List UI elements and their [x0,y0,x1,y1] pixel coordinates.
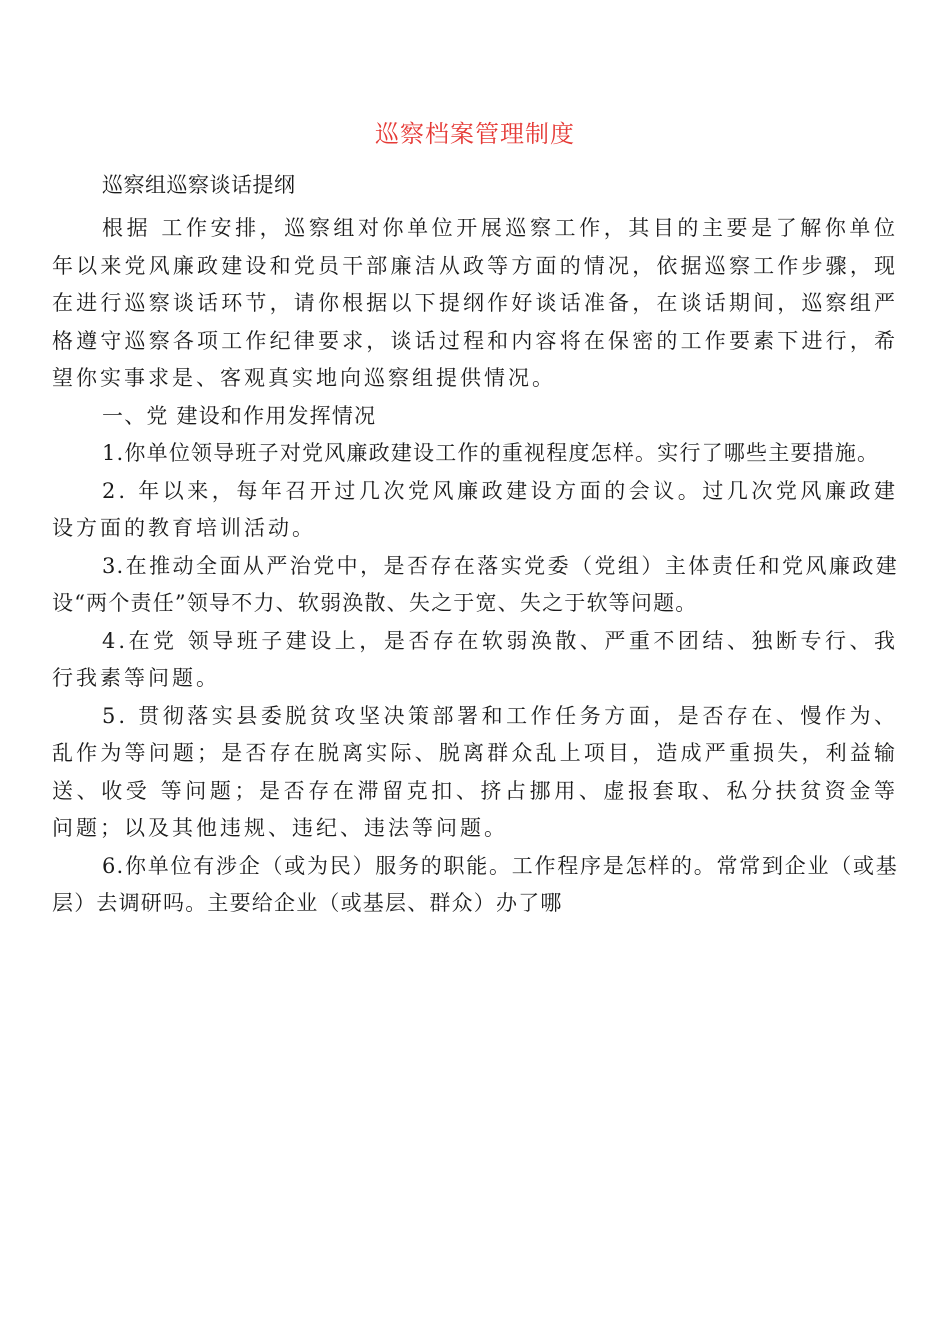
document-subtitle: 巡察组巡察谈话提纲 [102,173,296,197]
intro-paragraph: 根据 工作安排，巡察组对你单位开展巡察工作，其目的主要是了解你单位 年以来党风廉政建设和党员干部廉洁从政等方面的情况，依据巡察工作步骤，现在进行巡察谈话环节，请你根据以下提纲作好谈话准备，在谈话期间，巡察组严格遵守巡察各项工作纪律要求，谈话过程和内容将在保密的工作要素下进行，希望你实事求是、客观真实地向巡察组提供情况。 [52,216,898,390]
document-body [52,210,898,923]
list-item-5: 5. 贯彻落实县委脱贫攻坚决策部署和工作任务方面，是否存在、慢作为、乱作为等问题；是否存在脱离实际、脱离群众乱上项目，造成严重损失，利益输送、收受 等问题；是否存在滞留克扣、挤占挪用、虚报套取、私分扶贫资金等问题；以及其他违规、违纪、违法等问题。 [52,703,898,840]
list-item-1: 1.你单位领导班子对党风廉政建设工作的重视程度怎样。实行了哪些主要措施。 [102,441,880,465]
list-item-3: 3.在推动全面从严治党中，是否存在落实党委（党组）主体责任和党风廉政建设“两个责任”领导不力、软弱涣散、失之于宽、失之于软等问题。 [52,553,898,615]
list-item-6: 6.你单位有涉企（或为民）服务的职能。工作程序是怎样的。常常到企业（或基层）去调研吗。主要给企业（或基层、群众）办了哪 [52,853,898,915]
list-item-2: 2. 年以来，每年召开过几次党风廉政建设方面的会议。过几次党风廉政建设方面的教育培训活动。 [52,478,898,540]
document-title: 巡察档案管理制度 [375,120,575,148]
section-heading: 一、党 建设和作用发挥情况 [102,403,377,428]
list-item-4: 4.在党 领导班子建设上，是否存在软弱涣散、严重不团结、独断专行、我行我素等问题。 [52,628,898,690]
